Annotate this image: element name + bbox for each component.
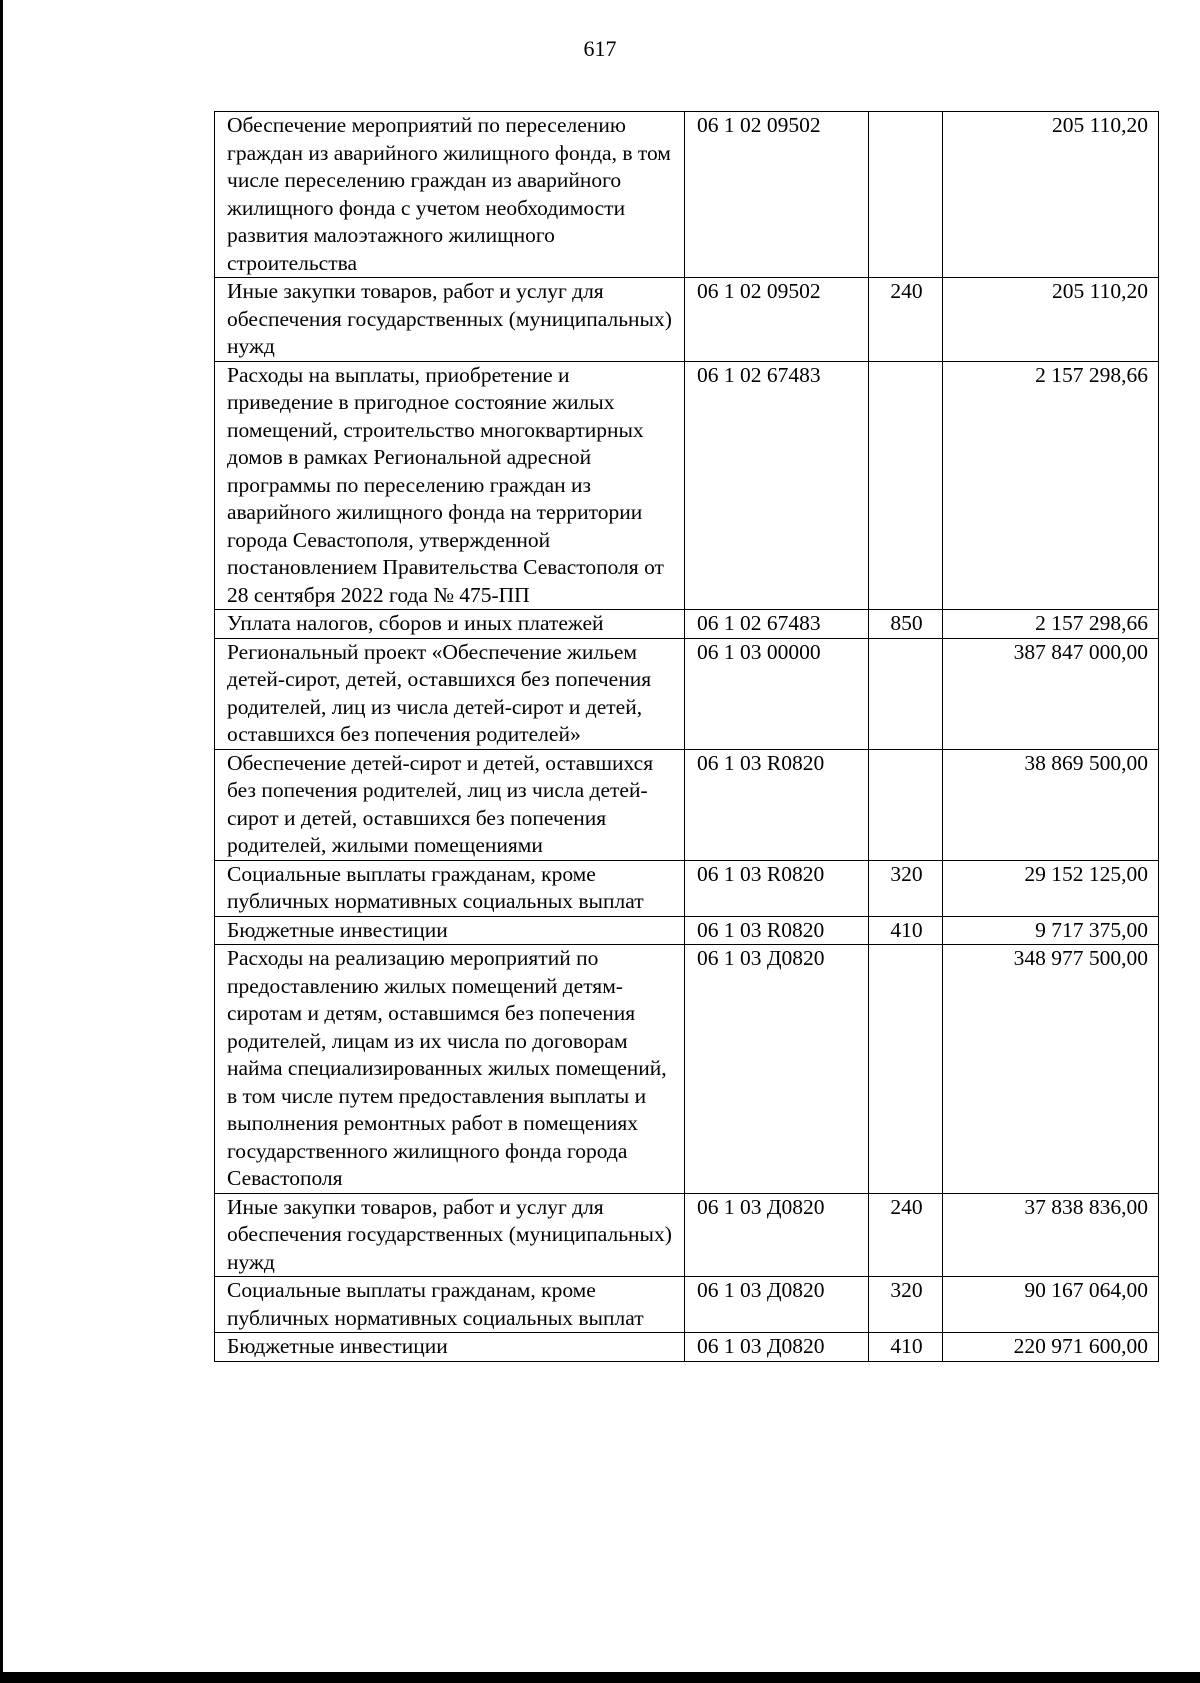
row-type bbox=[869, 638, 943, 749]
row-name: Уплата налогов, сборов и иных платежей bbox=[215, 610, 685, 639]
row-sum: 37 838 836,00 bbox=[943, 1193, 1159, 1277]
row-code: 06 1 02 09502 bbox=[685, 278, 869, 362]
row-sum: 205 110,20 bbox=[943, 278, 1159, 362]
table-row bbox=[215, 860, 1159, 916]
row-type bbox=[869, 749, 943, 860]
row-type: 240 bbox=[869, 1193, 943, 1277]
table-row bbox=[215, 945, 1159, 1194]
row-sum: 205 110,20 bbox=[943, 112, 1159, 278]
row-type bbox=[869, 112, 943, 278]
scan-edge-bottom bbox=[0, 1672, 1200, 1683]
table-row bbox=[215, 610, 1159, 639]
scan-edge-left bbox=[0, 0, 3, 1683]
row-sum: 348 977 500,00 bbox=[943, 945, 1159, 1194]
row-code: 06 1 03 R0820 bbox=[685, 860, 869, 916]
row-sum: 9 717 375,00 bbox=[943, 916, 1159, 945]
table-row bbox=[215, 278, 1159, 362]
row-code: 06 1 03 Д0820 bbox=[685, 1193, 869, 1277]
row-name: Бюджетные инвестиции bbox=[215, 916, 685, 945]
row-sum: 2 157 298,66 bbox=[943, 361, 1159, 610]
page-number: 617 bbox=[583, 36, 617, 61]
row-name: Расходы на реализацию мероприятий по предоставлению жилых помещений детям-сиротам и детям, оставшимся без попечения родителей, лицам из их числа по договорам найма специализированных жилых помещений, в том числе путем предоставления выплаты и выполнения ремонтных работ в помещениях государственного жилищного фонда города Севастополя bbox=[215, 945, 685, 1194]
row-type: 850 bbox=[869, 610, 943, 639]
row-code: 06 1 03 Д0820 bbox=[685, 1277, 869, 1333]
row-code: 06 1 03 R0820 bbox=[685, 749, 869, 860]
row-sum: 220 971 600,00 bbox=[943, 1333, 1159, 1362]
row-code: 06 1 03 Д0820 bbox=[685, 1333, 869, 1362]
row-sum: 90 167 064,00 bbox=[943, 1277, 1159, 1333]
row-sum: 387 847 000,00 bbox=[943, 638, 1159, 749]
row-code: 06 1 02 09502 bbox=[685, 112, 869, 278]
row-type bbox=[869, 945, 943, 1194]
row-sum: 29 152 125,00 bbox=[943, 860, 1159, 916]
row-name: Региональный проект «Обеспечение жильем детей-сирот, детей, оставшихся без попечения родителей, лиц из числа детей-сирот и детей, оставшихся без попечения родителей» bbox=[215, 638, 685, 749]
table-row bbox=[215, 749, 1159, 860]
row-type: 410 bbox=[869, 916, 943, 945]
budget-table bbox=[214, 111, 1159, 1362]
row-code: 06 1 03 00000 bbox=[685, 638, 869, 749]
row-code: 06 1 03 Д0820 bbox=[685, 945, 869, 1194]
row-code: 06 1 03 R0820 bbox=[685, 916, 869, 945]
table-row bbox=[215, 1277, 1159, 1333]
row-name: Бюджетные инвестиции bbox=[215, 1333, 685, 1362]
table-row bbox=[215, 916, 1159, 945]
table-row bbox=[215, 361, 1159, 610]
row-name: Обеспечение детей-сирот и детей, оставшихся без попечения родителей, лиц из числа детей-сирот и детей, оставшихся без попечения родителей, жилыми помещениями bbox=[215, 749, 685, 860]
table-row bbox=[215, 638, 1159, 749]
table-row bbox=[215, 1193, 1159, 1277]
row-type: 410 bbox=[869, 1333, 943, 1362]
row-name: Иные закупки товаров, работ и услуг для обеспечения государственных (муниципальных) нужд bbox=[215, 1193, 685, 1277]
table-row bbox=[215, 112, 1159, 278]
row-type bbox=[869, 361, 943, 610]
row-name: Социальные выплаты гражданам, кроме публичных нормативных социальных выплат bbox=[215, 860, 685, 916]
row-name: Иные закупки товаров, работ и услуг для обеспечения государственных (муниципальных) нужд bbox=[215, 278, 685, 362]
row-type: 240 bbox=[869, 278, 943, 362]
row-name: Социальные выплаты гражданам, кроме публичных нормативных социальных выплат bbox=[215, 1277, 685, 1333]
table-row bbox=[215, 1333, 1159, 1362]
row-name: Обеспечение мероприятий по переселению граждан из аварийного жилищного фонда, в том числе переселению граждан из аварийного жилищного фонда с учетом необходимости развития малоэтажного жилищного строительства bbox=[215, 112, 685, 278]
row-sum: 38 869 500,00 bbox=[943, 749, 1159, 860]
row-name: Расходы на выплаты, приобретение и приведение в пригодное состояние жилых помещений, строительство многоквартирных домов в рамках Региональной адресной программы по переселению граждан из аварийного жилищного фонда на территории города Севастополя, утвержденной постановлением Правительства Севастополя от 28 сентября 2022 года № 475-ПП bbox=[215, 361, 685, 610]
row-sum: 2 157 298,66 bbox=[943, 610, 1159, 639]
row-type: 320 bbox=[869, 860, 943, 916]
row-type: 320 bbox=[869, 1277, 943, 1333]
row-code: 06 1 02 67483 bbox=[685, 610, 869, 639]
row-code: 06 1 02 67483 bbox=[685, 361, 869, 610]
